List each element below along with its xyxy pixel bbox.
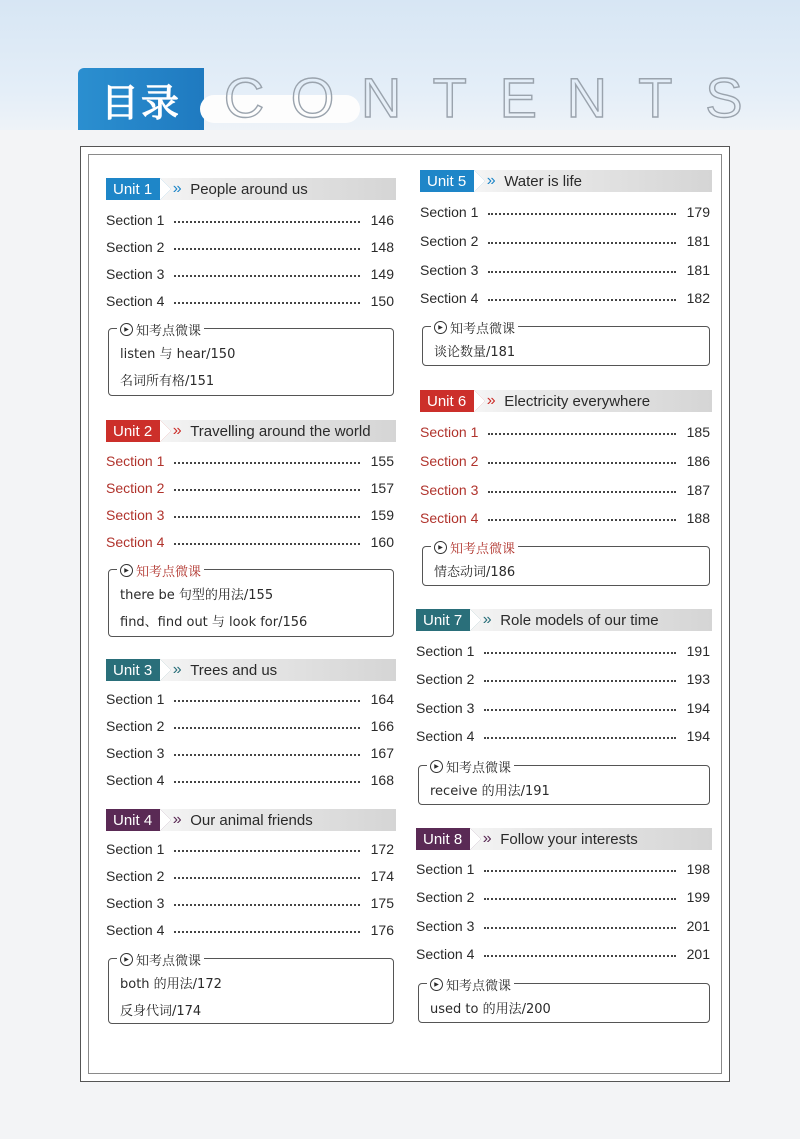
page-number: 176 [370,922,394,938]
dot-leader [484,680,676,682]
unit-4-header[interactable] [106,809,396,831]
toc-entry[interactable] [420,288,710,308]
page-number: 160 [370,534,394,550]
dot-leader [174,754,360,756]
section-label: Section 3 [416,700,475,716]
dot-leader [488,213,676,215]
contents-letter: S [705,65,743,129]
unit-tag: Unit 6 [420,390,474,412]
page-number: 185 [686,424,710,440]
dot-leader [488,271,676,273]
section-label: Section 3 [416,918,475,934]
dot-leader [174,727,360,729]
micro-lesson-heading [431,318,518,337]
micro-lesson-item[interactable]: there be 句型的用法/155 [120,588,274,603]
dot-leader [174,850,360,852]
unit-2-header[interactable] [106,420,396,442]
unit-8-header[interactable] [416,828,712,850]
toc-entry[interactable] [420,231,710,251]
section-label: Section 2 [106,718,165,734]
section-label: Section 2 [416,889,475,905]
toc-entry[interactable] [106,264,394,284]
page-number: 199 [686,889,710,905]
dot-leader [174,221,360,223]
section-label: Section 3 [420,482,479,498]
dot-leader [488,462,676,464]
dot-leader [174,275,360,277]
unit-tag: Unit 3 [106,659,160,681]
page-number: 155 [370,453,394,469]
dot-leader [174,516,360,518]
dot-leader [488,299,676,301]
micro-lesson-item[interactable]: listen 与 hear/150 [120,347,236,362]
page-number: 193 [686,671,710,687]
dot-leader [484,898,676,900]
toc-entry[interactable] [106,743,394,763]
section-label: Section 1 [416,643,475,659]
page-number: 166 [370,718,394,734]
dot-leader [174,931,360,933]
page-number: 181 [686,262,710,278]
section-label: Section 2 [106,480,165,496]
toc-entry[interactable] [416,944,710,964]
contents-letter: N [566,65,608,129]
toc-entry[interactable] [106,505,394,525]
page-number: 172 [370,841,394,857]
micro-lesson-label: 知考点微课 [450,322,516,337]
toc-entry[interactable] [420,422,710,442]
section-label: Section 1 [416,861,475,877]
contents-letter: T [638,65,673,129]
toc-entry[interactable] [416,887,710,907]
contents-letter: N [360,65,402,129]
toc-entry[interactable] [106,532,394,552]
toc-entry[interactable] [416,669,710,689]
section-label: Section 1 [106,212,165,228]
toc-entry[interactable] [420,202,710,222]
unit-title: Follow your interests [500,830,638,848]
tag-arrow-icon [160,809,171,831]
play-icon[interactable]: ▶ [430,760,443,773]
micro-lesson-item[interactable]: receive 的用法/191 [430,784,550,799]
page-title: 目录 [78,68,204,130]
toc-entry[interactable] [106,478,394,498]
page-number: 182 [686,290,710,306]
page-number: 187 [686,482,710,498]
contents-letter: E [499,65,537,129]
play-icon[interactable]: ▶ [120,564,133,577]
dot-leader [174,302,360,304]
toc-entry[interactable] [106,839,394,859]
play-icon[interactable]: ▶ [434,321,447,334]
micro-lesson-box [418,979,710,1023]
unit-tag: Unit 7 [416,609,470,631]
section-label: Section 1 [106,841,165,857]
page-number: 188 [686,510,710,526]
micro-lesson-item[interactable]: 名词所有格/151 [120,374,215,389]
page-number: 164 [370,691,394,707]
dot-leader [484,709,676,711]
toc-entry[interactable] [106,291,394,311]
page-number: 174 [370,868,394,884]
section-label: Section 4 [420,290,479,306]
toc-entry[interactable] [416,859,710,879]
dot-leader [174,700,360,702]
page-number: 167 [370,745,394,761]
dot-leader [174,543,360,545]
page-number: 159 [370,507,394,523]
double-chevron-icon: » [482,611,492,628]
page-number: 168 [370,772,394,788]
page-number: 175 [370,895,394,911]
play-icon[interactable]: ▶ [430,978,443,991]
micro-lesson-item[interactable]: find、find out 与 look for/156 [120,615,308,630]
double-chevron-icon: » [172,422,182,439]
dot-leader [174,877,360,879]
page-number: 150 [370,293,394,309]
section-label: Section 3 [106,745,165,761]
micro-lesson-label: 知考点微课 [136,565,202,580]
double-chevron-icon: » [172,811,182,828]
unit-title: Water is life [504,172,582,190]
page-number: 149 [370,266,394,282]
unit-tag: Unit 2 [106,420,160,442]
toc-entry[interactable] [420,451,710,471]
double-chevron-icon: » [172,180,182,197]
toc-entry[interactable] [106,210,394,230]
section-label: Section 4 [106,922,165,938]
tag-arrow-icon [160,178,171,200]
unit-title: Travelling around the world [190,422,371,440]
dot-leader [484,652,676,654]
dot-leader [488,242,676,244]
toc-entry[interactable] [106,716,394,736]
toc-entry[interactable] [106,893,394,913]
unit-tag: Unit 4 [106,809,160,831]
section-label: Section 4 [416,946,475,962]
dot-leader [488,491,676,493]
micro-lesson-label: 知考点微课 [136,954,202,969]
micro-lesson-heading [427,975,514,994]
page-number: 148 [370,239,394,255]
toc-entry[interactable] [106,920,394,940]
section-label: Section 3 [420,262,479,278]
section-label: Section 3 [106,507,165,523]
dot-leader [484,927,676,929]
section-label: Section 2 [416,671,475,687]
micro-lesson-item[interactable]: 情态动词/186 [434,565,516,580]
dot-leader [174,462,360,464]
dot-leader [484,955,676,957]
dot-leader [488,433,676,435]
page-number: 186 [686,453,710,469]
contents-wordmark [214,62,754,132]
toc-entry[interactable] [106,770,394,790]
toc-entry[interactable] [420,260,710,280]
dot-leader [174,248,360,250]
page-number: 181 [686,233,710,249]
contents-letter: O [290,65,335,129]
micro-lesson-label: 知考点微课 [450,542,516,557]
unit-tag: Unit 8 [416,828,470,850]
play-icon[interactable]: ▶ [120,323,133,336]
unit-tag: Unit 5 [420,170,474,192]
micro-lesson-label: 知考点微课 [136,324,202,339]
toc-entry[interactable] [416,698,710,718]
tag-arrow-icon [474,170,485,192]
micro-lesson-heading [117,561,204,580]
page-number: 146 [370,212,394,228]
double-chevron-icon: » [486,392,496,409]
contents-letter: T [432,65,467,129]
section-label: Section 1 [106,691,165,707]
unit-6-header[interactable] [420,390,712,412]
micro-lesson-box [108,954,394,1024]
double-chevron-icon: » [172,661,182,678]
page-number: 191 [686,643,710,659]
page-number: 194 [686,700,710,716]
toc-entry[interactable] [416,726,710,746]
section-label: Section 1 [106,453,165,469]
micro-lesson-box [422,322,710,366]
toc-entry[interactable] [106,866,394,886]
section-label: Section 4 [106,293,165,309]
play-icon[interactable]: ▶ [434,541,447,554]
toc-entry[interactable] [416,641,710,661]
page-number: 179 [686,204,710,220]
micro-lesson-box [422,542,710,586]
dot-leader [174,904,360,906]
double-chevron-icon: » [486,172,496,189]
section-label: Section 2 [106,239,165,255]
section-label: Section 4 [416,728,475,744]
micro-lesson-heading [427,757,514,776]
micro-lesson-label: 知考点微课 [446,979,512,994]
unit-5-header[interactable] [420,170,712,192]
unit-title: Trees and us [190,661,278,679]
double-chevron-icon: » [482,830,492,847]
dot-leader [174,781,360,783]
unit-tag: Unit 1 [106,178,160,200]
micro-lesson-box [108,565,394,637]
page-number: 194 [686,728,710,744]
micro-lesson-item[interactable]: 反身代词/174 [120,1004,202,1019]
micro-lesson-item[interactable]: both 的用法/172 [120,977,222,992]
dot-leader [484,870,676,872]
section-label: Section 4 [420,510,479,526]
dot-leader [174,489,360,491]
section-label: Section 3 [106,895,165,911]
unit-1-header[interactable] [106,178,396,200]
section-label: Section 4 [106,772,165,788]
section-label: Section 2 [420,453,479,469]
tag-arrow-icon [470,828,481,850]
dot-leader [484,737,676,739]
unit-7-header[interactable] [416,609,712,631]
page-number: 157 [370,480,394,496]
toc-entry[interactable] [106,237,394,257]
section-label: Section 3 [106,266,165,282]
section-label: Section 2 [106,868,165,884]
unit-title: People around us [190,180,308,198]
toc-entry[interactable] [106,689,394,709]
micro-lesson-box [418,761,710,805]
micro-lesson-heading [117,950,204,969]
tag-arrow-icon [160,420,171,442]
unit-title: Electricity everywhere [504,392,651,410]
micro-lesson-item[interactable]: used to 的用法/200 [430,1002,551,1017]
tag-arrow-icon [470,609,481,631]
micro-lesson-heading [431,538,518,557]
toc-entry[interactable] [420,480,710,500]
section-label: Section 1 [420,424,479,440]
tag-arrow-icon [160,659,171,681]
tag-arrow-icon [474,390,485,412]
micro-lesson-heading [117,320,204,339]
toc-entry[interactable] [106,451,394,471]
unit-title: Role models of our time [500,611,659,629]
section-label: Section 2 [420,233,479,249]
micro-lesson-label: 知考点微课 [446,761,512,776]
section-label: Section 1 [420,204,479,220]
unit-title: Our animal friends [190,811,313,829]
page-number: 201 [686,918,710,934]
micro-lesson-box [108,324,394,396]
contents-letter: C [223,65,265,129]
play-icon[interactable]: ▶ [120,953,133,966]
toc-entry[interactable] [416,916,710,936]
dot-leader [488,519,676,521]
micro-lesson-item[interactable]: 谈论数量/181 [434,345,516,360]
section-label: Section 4 [106,534,165,550]
toc-entry[interactable] [420,508,710,528]
unit-3-header[interactable] [106,659,396,681]
page-number: 198 [686,861,710,877]
page-number: 201 [686,946,710,962]
